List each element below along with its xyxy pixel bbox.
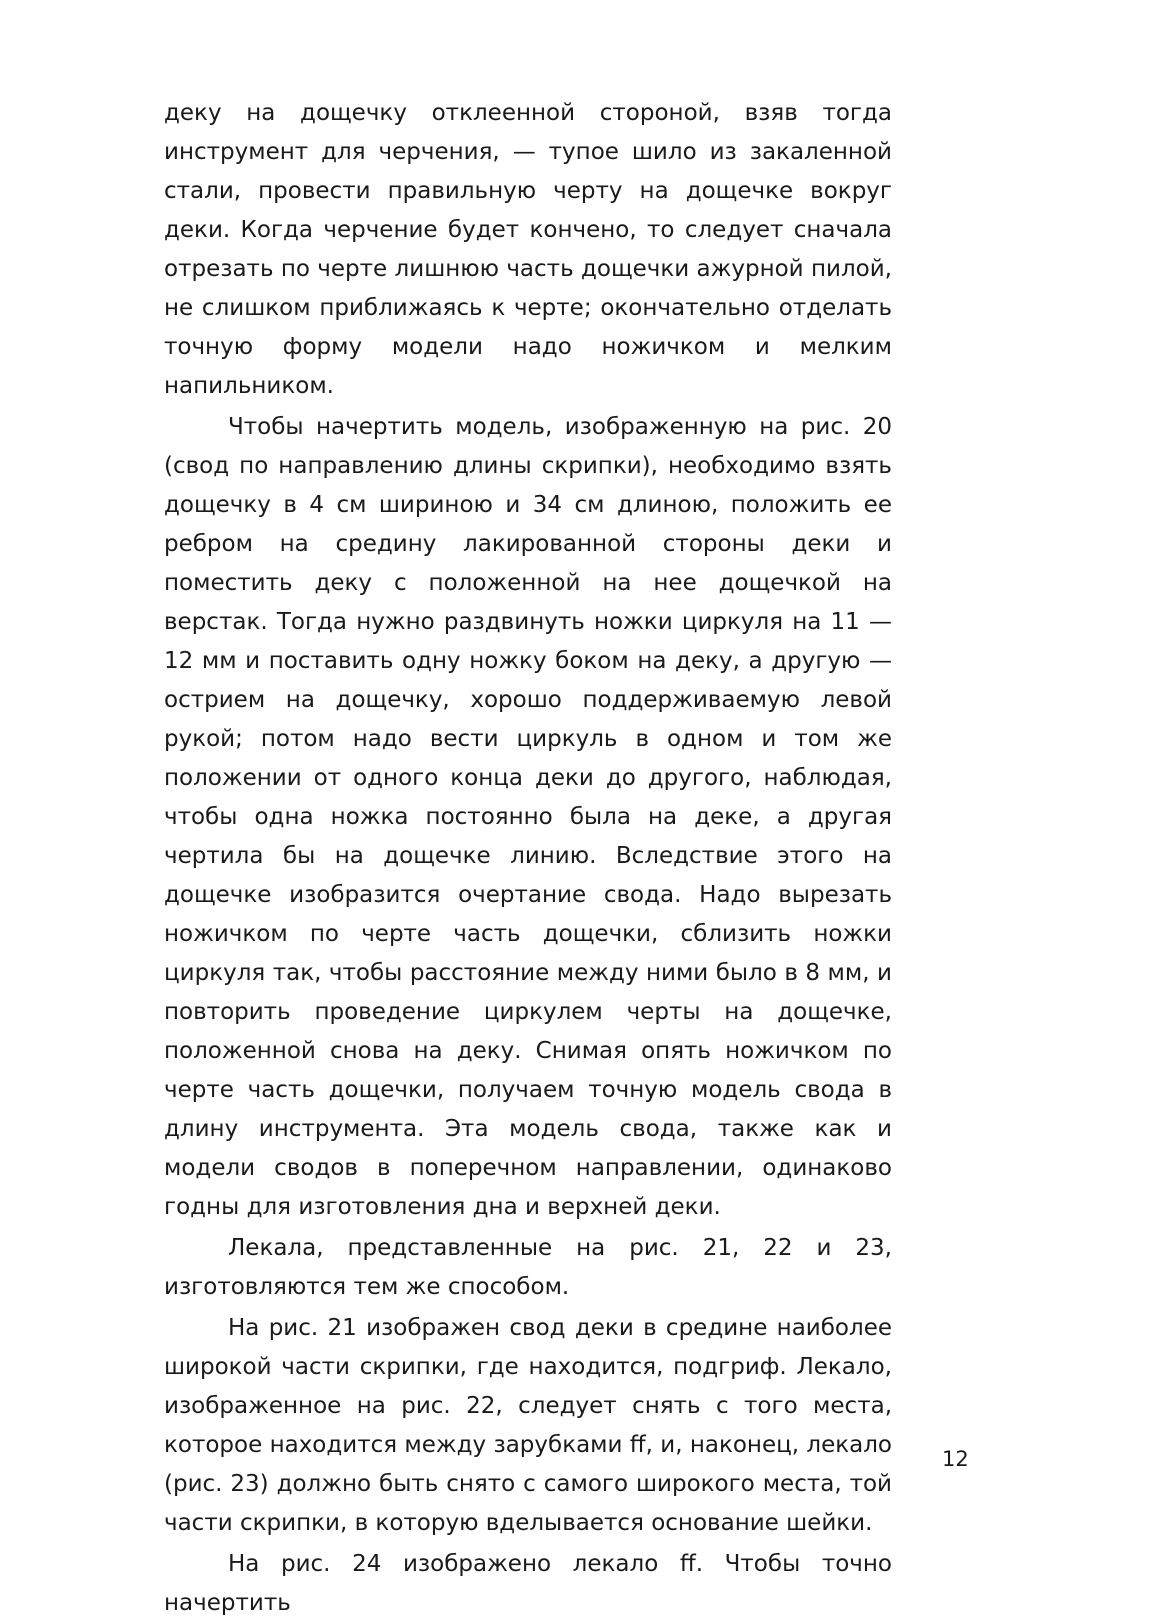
paragraph-continued: деку на дощечку отклеенной стороной, взяв тогда инструмент для черчения, — тупое шило из закаленной стали, провести правильную черту на дощечке вокруг деки. Когда черчение будет кончено, то следует сначала отрезать по черте лишнюю часть дощечки ажурной пилой, не слишком приближаясь к черте; окончательно отделать точную форму модели надо ножичком и мелким напильником. (164, 100, 892, 399)
paragraph: На рис. 24 изображено лекало ff. Чтобы точно начертить (164, 1551, 892, 1616)
paragraph: На рис. 21 изображен свод деки в средине наиболее широкой части скрипки, где находится, подгриф. Лекало, изображенное на рис. 22, следует снять с того места, которое находится между зарубками ff, и, наконец, лекало (рис. 23) должно быть снято с самого широкого места, той части скрипки, в которую вделывается основание шейки. (164, 1315, 892, 1536)
paragraph: Лекала, представленные на рис. 21, 22 и 23, изготовляются тем же способом. (164, 1235, 892, 1300)
page-number: 12 (942, 1447, 969, 1471)
body-text (164, 94, 892, 1623)
paragraph: Чтобы начертить модель, изображенную на рис. 20 (свод по направлению длины скрипки), необходимо взять дощечку в 4 см шириною и 34 см длиною, положить ее ребром на средину лакированной стороны деки и поместить деку с положенной на нее дощечкой на верстак. Тогда нужно раздвинуть ножки циркуля на 11 — 12 мм и поставить одну ножку боком на деку, а другую — острием на дощечку, хорошо поддерживаемую левой рукой; потом надо вести циркуль в одном и том же положении от одного конца деки до другого, наблюдая, чтобы одна ножка постоянно была на деке, а другая чертила бы на дощечке линию. Вследствие этого на дощечке изобразится очертание свода. Надо вырезать ножичком по черте часть дощечки, сблизить ножки циркуля так, чтобы расстояние между ними было в 8 мм, и повторить проведение циркулем черты на дощечке, положенной снова на деку. Снимая опять ножичком по черте часть дощечки, получаем точную модель свода в длину инструмента. Эта модель свода, также как и модели сводов в поперечном направлении, одинаково годны для изготовления дна и верхней деки. (164, 414, 892, 1220)
